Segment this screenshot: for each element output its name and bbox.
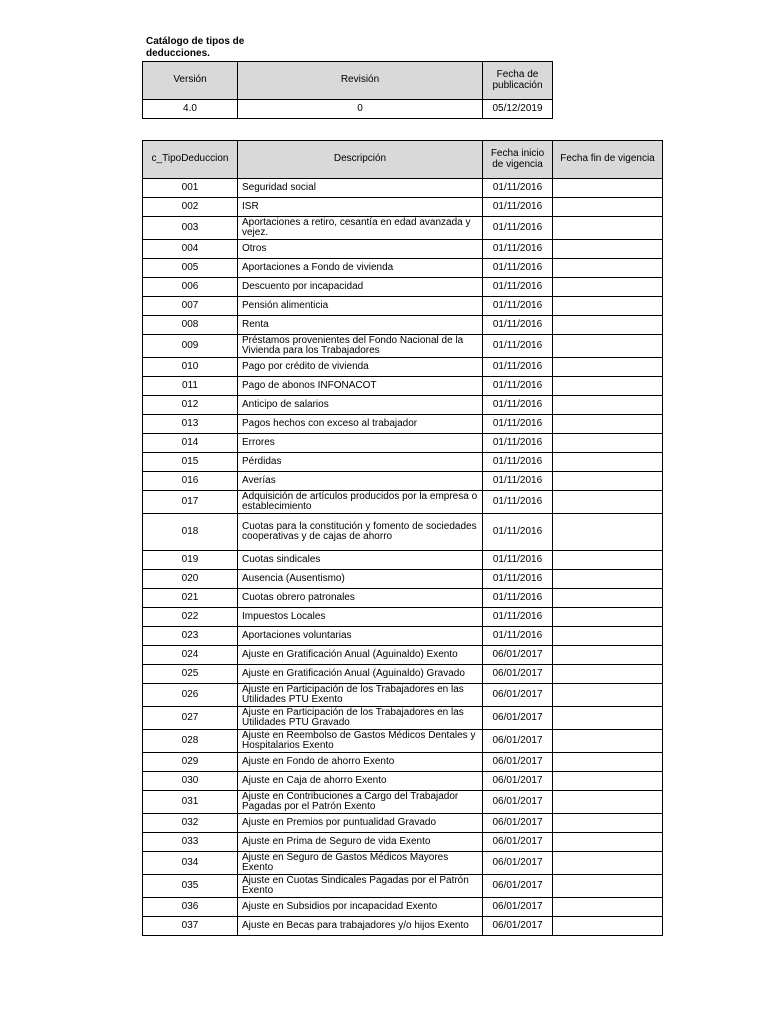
row-end-date — [553, 917, 663, 936]
row-start-date: 06/01/2017 — [483, 833, 553, 852]
table-row — [143, 278, 663, 297]
row-end-date — [553, 730, 663, 753]
row-code: 019 — [143, 551, 238, 570]
row-description: Cuotas para la constitución y fomento de sociedades cooperativas y de cajas de ahorro — [238, 514, 483, 551]
row-start-date: 01/11/2016 — [483, 453, 553, 472]
row-start-date: 01/11/2016 — [483, 278, 553, 297]
row-code: 023 — [143, 627, 238, 646]
row-code: 037 — [143, 917, 238, 936]
row-end-date — [553, 589, 663, 608]
table-row — [143, 316, 663, 335]
row-code: 030 — [143, 772, 238, 791]
table-row — [143, 415, 663, 434]
publication-date-value: 05/12/2019 — [483, 100, 553, 119]
row-end-date — [553, 627, 663, 646]
row-end-date — [553, 179, 663, 198]
end-date-header: Fecha fin de vigencia — [553, 141, 663, 179]
row-description: Otros — [238, 240, 483, 259]
table-row — [143, 608, 663, 627]
row-end-date — [553, 316, 663, 335]
table-row — [143, 453, 663, 472]
row-end-date — [553, 472, 663, 491]
row-end-date — [553, 898, 663, 917]
row-end-date — [553, 358, 663, 377]
row-start-date: 01/11/2016 — [483, 415, 553, 434]
table-row — [143, 179, 663, 198]
version-table — [142, 61, 553, 119]
row-code: 017 — [143, 491, 238, 514]
row-end-date — [553, 551, 663, 570]
row-end-date — [553, 753, 663, 772]
row-description: Pensión alimenticia — [238, 297, 483, 316]
row-description: Pago por crédito de vivienda — [238, 358, 483, 377]
table-row — [143, 852, 663, 875]
table-row — [143, 646, 663, 665]
row-code: 033 — [143, 833, 238, 852]
row-description: Ajuste en Prima de Seguro de vida Exento — [238, 833, 483, 852]
table-row — [143, 791, 663, 814]
row-description: Ajuste en Participación de los Trabajadores en las Utilidades PTU Exento — [238, 684, 483, 707]
row-description: Aportaciones voluntarias — [238, 627, 483, 646]
row-code: 006 — [143, 278, 238, 297]
table-row — [143, 570, 663, 589]
row-start-date: 06/01/2017 — [483, 791, 553, 814]
row-end-date — [553, 772, 663, 791]
row-description: Ajuste en Subsidios por incapacidad Exento — [238, 898, 483, 917]
row-code: 008 — [143, 316, 238, 335]
row-start-date: 06/01/2017 — [483, 814, 553, 833]
start-date-header: Fecha inicio de vigencia — [483, 141, 553, 179]
row-start-date: 01/11/2016 — [483, 551, 553, 570]
row-end-date — [553, 198, 663, 217]
table-row — [143, 684, 663, 707]
row-description: Ajuste en Becas para trabajadores y/o hijos Exento — [238, 917, 483, 936]
row-description: Seguridad social — [238, 179, 483, 198]
table-row — [143, 707, 663, 730]
table-row — [143, 297, 663, 316]
row-end-date — [553, 415, 663, 434]
row-code: 024 — [143, 646, 238, 665]
row-start-date: 01/11/2016 — [483, 217, 553, 240]
table-row — [143, 514, 663, 551]
row-code: 034 — [143, 852, 238, 875]
row-code: 032 — [143, 814, 238, 833]
row-start-date: 01/11/2016 — [483, 608, 553, 627]
row-description: Anticipo de salarios — [238, 396, 483, 415]
row-start-date: 06/01/2017 — [483, 898, 553, 917]
row-start-date: 06/01/2017 — [483, 917, 553, 936]
row-end-date — [553, 684, 663, 707]
row-end-date — [553, 297, 663, 316]
row-description: Ajuste en Fondo de ahorro Exento — [238, 753, 483, 772]
table-row — [143, 898, 663, 917]
row-end-date — [553, 875, 663, 898]
table-row — [143, 434, 663, 453]
row-end-date — [553, 240, 663, 259]
row-code: 022 — [143, 608, 238, 627]
revision-header: Revisión — [238, 62, 483, 100]
row-end-date — [553, 791, 663, 814]
row-code: 007 — [143, 297, 238, 316]
row-description: Ajuste en Reembolso de Gastos Médicos Dentales y Hospitalarios Exento — [238, 730, 483, 753]
row-description: Pago de abonos INFONACOT — [238, 377, 483, 396]
row-end-date — [553, 852, 663, 875]
table-row — [143, 917, 663, 936]
row-code: 025 — [143, 665, 238, 684]
row-description: Aportaciones a retiro, cesantía en edad avanzada y vejez. — [238, 217, 483, 240]
row-code: 013 — [143, 415, 238, 434]
row-start-date: 01/11/2016 — [483, 377, 553, 396]
table-row — [143, 814, 663, 833]
table-row — [143, 627, 663, 646]
row-start-date: 06/01/2017 — [483, 852, 553, 875]
row-start-date: 01/11/2016 — [483, 570, 553, 589]
row-description: Errores — [238, 434, 483, 453]
row-start-date: 06/01/2017 — [483, 772, 553, 791]
table-row — [143, 472, 663, 491]
row-start-date: 06/01/2017 — [483, 646, 553, 665]
row-description: Ajuste en Seguro de Gastos Médicos Mayores Exento — [238, 852, 483, 875]
row-end-date — [553, 833, 663, 852]
table-row — [143, 833, 663, 852]
row-description: Ausencia (Ausentismo) — [238, 570, 483, 589]
row-description: Préstamos provenientes del Fondo Nacional de la Vivienda para los Trabajadores — [238, 335, 483, 358]
row-code: 016 — [143, 472, 238, 491]
document-title: Catálogo de tipos de deducciones. — [146, 36, 245, 59]
row-end-date — [553, 665, 663, 684]
row-description: Renta — [238, 316, 483, 335]
version-header: Versión — [143, 62, 238, 100]
row-end-date — [553, 335, 663, 358]
row-description: ISR — [238, 198, 483, 217]
table-row — [143, 358, 663, 377]
row-end-date — [553, 608, 663, 627]
row-description: Averías — [238, 472, 483, 491]
table-row — [143, 240, 663, 259]
row-description: Impuestos Locales — [238, 608, 483, 627]
row-code: 031 — [143, 791, 238, 814]
row-start-date: 01/11/2016 — [483, 627, 553, 646]
row-description: Ajuste en Premios por puntualidad Gravado — [238, 814, 483, 833]
row-start-date: 06/01/2017 — [483, 665, 553, 684]
row-end-date — [553, 259, 663, 278]
row-description: Descuento por incapacidad — [238, 278, 483, 297]
row-code: 035 — [143, 875, 238, 898]
row-code: 021 — [143, 589, 238, 608]
row-end-date — [553, 453, 663, 472]
row-start-date: 01/11/2016 — [483, 358, 553, 377]
row-code: 012 — [143, 396, 238, 415]
row-code: 014 — [143, 434, 238, 453]
row-code: 026 — [143, 684, 238, 707]
revision-value: 0 — [238, 100, 483, 119]
row-start-date: 01/11/2016 — [483, 179, 553, 198]
table-row — [143, 875, 663, 898]
row-start-date: 01/11/2016 — [483, 198, 553, 217]
row-code: 036 — [143, 898, 238, 917]
table-row — [143, 589, 663, 608]
row-description: Pérdidas — [238, 453, 483, 472]
row-end-date — [553, 396, 663, 415]
row-code: 029 — [143, 753, 238, 772]
publication-date-header: Fecha de publicación — [483, 62, 553, 100]
row-code: 001 — [143, 179, 238, 198]
row-start-date: 01/11/2016 — [483, 589, 553, 608]
version-value: 4.0 — [143, 100, 238, 119]
table-row — [143, 772, 663, 791]
description-header: Descripción — [238, 141, 483, 179]
row-description: Ajuste en Gratificación Anual (Aguinaldo) Gravado — [238, 665, 483, 684]
table-row — [143, 377, 663, 396]
row-start-date: 01/11/2016 — [483, 514, 553, 551]
row-start-date: 01/11/2016 — [483, 297, 553, 316]
row-start-date: 01/11/2016 — [483, 316, 553, 335]
row-code: 011 — [143, 377, 238, 396]
row-end-date — [553, 217, 663, 240]
row-code: 005 — [143, 259, 238, 278]
table-row — [143, 753, 663, 772]
row-start-date: 01/11/2016 — [483, 472, 553, 491]
row-start-date: 01/11/2016 — [483, 434, 553, 453]
row-end-date — [553, 278, 663, 297]
row-description: Ajuste en Caja de ahorro Exento — [238, 772, 483, 791]
row-end-date — [553, 646, 663, 665]
row-code: 004 — [143, 240, 238, 259]
row-end-date — [553, 707, 663, 730]
table-row — [143, 259, 663, 278]
row-start-date: 01/11/2016 — [483, 240, 553, 259]
table-row — [143, 335, 663, 358]
row-start-date: 01/11/2016 — [483, 259, 553, 278]
row-start-date: 01/11/2016 — [483, 491, 553, 514]
row-code: 028 — [143, 730, 238, 753]
row-code: 020 — [143, 570, 238, 589]
row-code: 027 — [143, 707, 238, 730]
table-row — [143, 491, 663, 514]
table-row — [143, 551, 663, 570]
row-start-date: 06/01/2017 — [483, 707, 553, 730]
row-end-date — [553, 570, 663, 589]
row-code: 015 — [143, 453, 238, 472]
row-start-date: 01/11/2016 — [483, 335, 553, 358]
row-code: 002 — [143, 198, 238, 217]
row-end-date — [553, 434, 663, 453]
row-description: Ajuste en Participación de los Trabajadores en las Utilidades PTU Gravado — [238, 707, 483, 730]
deductions-table — [142, 140, 663, 936]
row-end-date — [553, 491, 663, 514]
row-description: Ajuste en Contribuciones a Cargo del Trabajador Pagadas por el Patrón Exento — [238, 791, 483, 814]
row-start-date: 06/01/2017 — [483, 730, 553, 753]
row-code: 009 — [143, 335, 238, 358]
row-start-date: 01/11/2016 — [483, 396, 553, 415]
table-row — [143, 198, 663, 217]
table-row — [143, 665, 663, 684]
table-row — [143, 396, 663, 415]
row-start-date: 06/01/2017 — [483, 753, 553, 772]
row-end-date — [553, 514, 663, 551]
row-start-date: 06/01/2017 — [483, 875, 553, 898]
row-end-date — [553, 814, 663, 833]
code-header: c_TipoDeduccion — [143, 141, 238, 179]
row-description: Aportaciones a Fondo de vivienda — [238, 259, 483, 278]
row-code: 010 — [143, 358, 238, 377]
row-description: Ajuste en Gratificación Anual (Aguinaldo) Exento — [238, 646, 483, 665]
row-code: 018 — [143, 514, 238, 551]
row-description: Cuotas obrero patronales — [238, 589, 483, 608]
row-start-date: 06/01/2017 — [483, 684, 553, 707]
row-description: Adquisición de artículos producidos por la empresa o establecimiento — [238, 491, 483, 514]
row-description: Cuotas sindicales — [238, 551, 483, 570]
row-code: 003 — [143, 217, 238, 240]
table-row — [143, 730, 663, 753]
row-description: Pagos hechos con exceso al trabajador — [238, 415, 483, 434]
row-end-date — [553, 377, 663, 396]
row-description: Ajuste en Cuotas Sindicales Pagadas por el Patrón Exento — [238, 875, 483, 898]
table-row — [143, 217, 663, 240]
